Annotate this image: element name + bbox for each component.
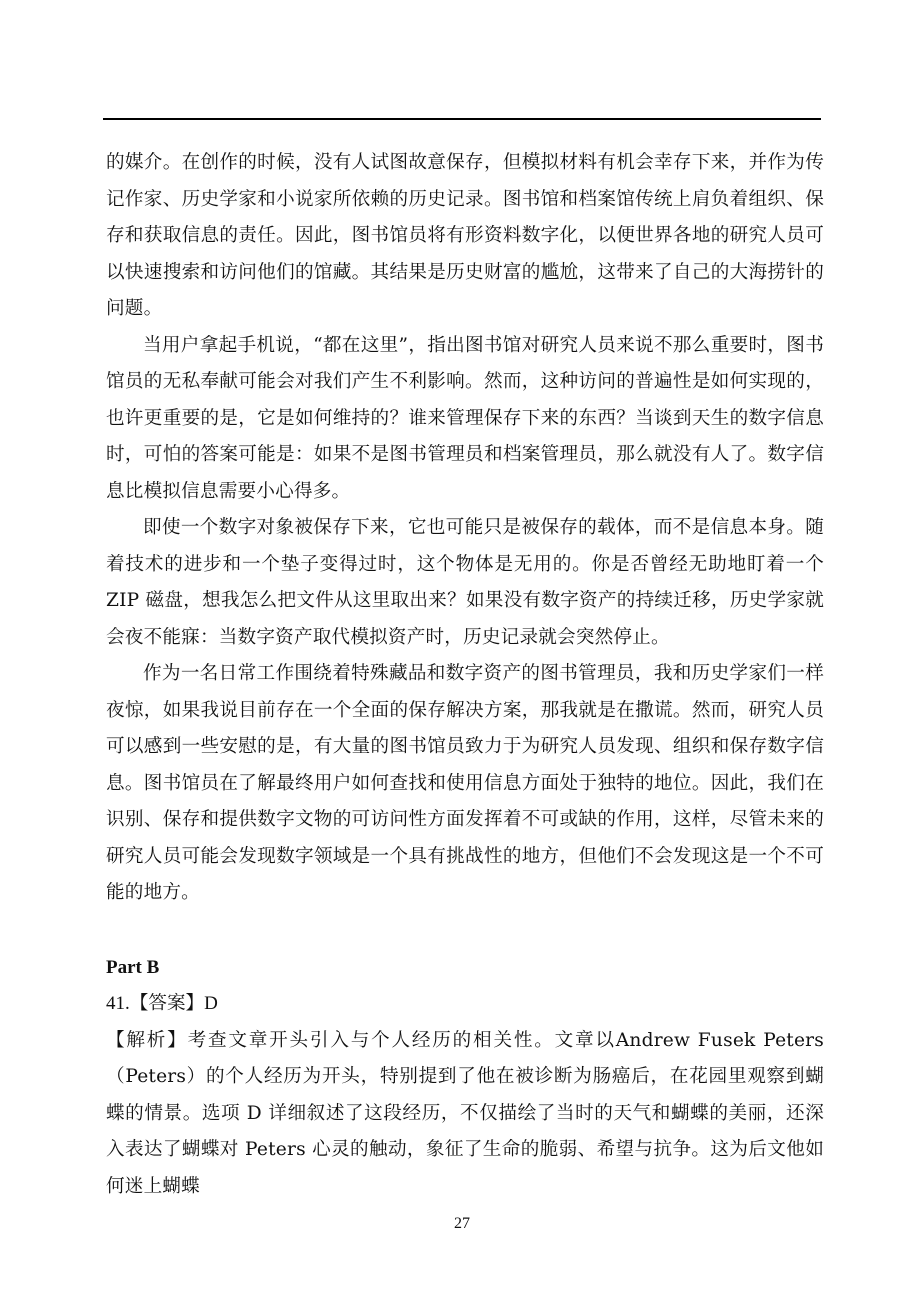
page-number: 27 [454, 1215, 470, 1232]
paragraph-4: 作为一名日常工作围绕着特殊藏品和数字资产的图书管理员，我和历史学家们一样夜惊，如果我说目前存在一个全面的保存解决方案，那我就是在撒谎。然而，研究人员可以感到一些安慰的是，有大量的图书馆员致力于为研究人员发现、组织和保存数字信息。图书馆员在了解最终用户如何查找和使用信息方面处于独特的地位。因此，我们在识别、保存和提供数字文物的可访问性方面发挥着不可或缺的作用，这样，尽管未来的研究人员可能会发现数字领域是一个具有挑战性的地方，但他们不会发现这是一个不可能的地方。 [106, 663, 824, 903]
paragraph-1: 的媒介。在创作的时候，没有人试图故意保存，但模拟材料有机会幸存下来，并作为传记作家、历史学家和小说家所依赖的历史记录。图书馆和档案馆传统上肩负着组织、保存和获取信息的责任。因此，图书馆员将有形资料数字化，以便世界各地的研究人员可以快速搜索和访问他们的馆藏。其结果是历史财富的尴尬，这带来了自己的大海捞针的问题。 [106, 152, 824, 319]
analysis-label: 【解析】 [106, 1029, 188, 1051]
section-title-part-b: Part B [106, 956, 160, 978]
section-gap [106, 912, 824, 950]
answer-line [106, 986, 824, 1023]
header-rule [103, 118, 821, 120]
answer-label: 【答案】 [129, 993, 205, 1014]
answer-value: D [204, 993, 218, 1014]
paragraph-3: 即使一个数字对象被保存下来，它也可能只是被保存的载体，而不是信息本身。随着技术的进步和一个垫子变得过时，这个物体是无用的。你是否曾经无助地盯着一个 ZIP 磁盘，想我怎么把文件从这里取出来？如果没有数字资产的持续迁移，历史学家就会夜不能寐：当数字资产取代模拟资产时，历史记录就会突然停止。 [106, 517, 824, 648]
question-number: 41. [106, 993, 130, 1014]
paragraph-2: 当用户拿起手机说，“都在这里”，指出图书馆对研究人员来说不那么重要时，图书馆员的无私奉献可能会对我们产生不利影响。然而，这种访问的普遍性是如何实现的，也许更重要的是，它是如何维持的？谁来管理保存下来的东西？当谈到天生的数字信息时，可怕的答案可能是：如果不是图书管理员和档案管理员，那么就没有人了。数字信息比模拟信息需要小心得多。 [106, 334, 824, 502]
analysis-text: 考查文章开头引入与个人经历的相关性。文章以Andrew Fusek Peters（Peters）的个人经历为开头，特别提到了他在被诊断为肠癌后，在花园里观察到蝴蝶的情景。选项 D 详细叙述了这段经历，不仅描绘了当时的天气和蝴蝶的美丽，还深入表达了蝴蝶对 Peters 心灵的触动，象征了生命的脆弱、希望与抗争。这为后文他如何迷上蝴蝶 [106, 1029, 824, 1197]
page-content [106, 145, 824, 1205]
analysis-paragraph [106, 1023, 824, 1206]
